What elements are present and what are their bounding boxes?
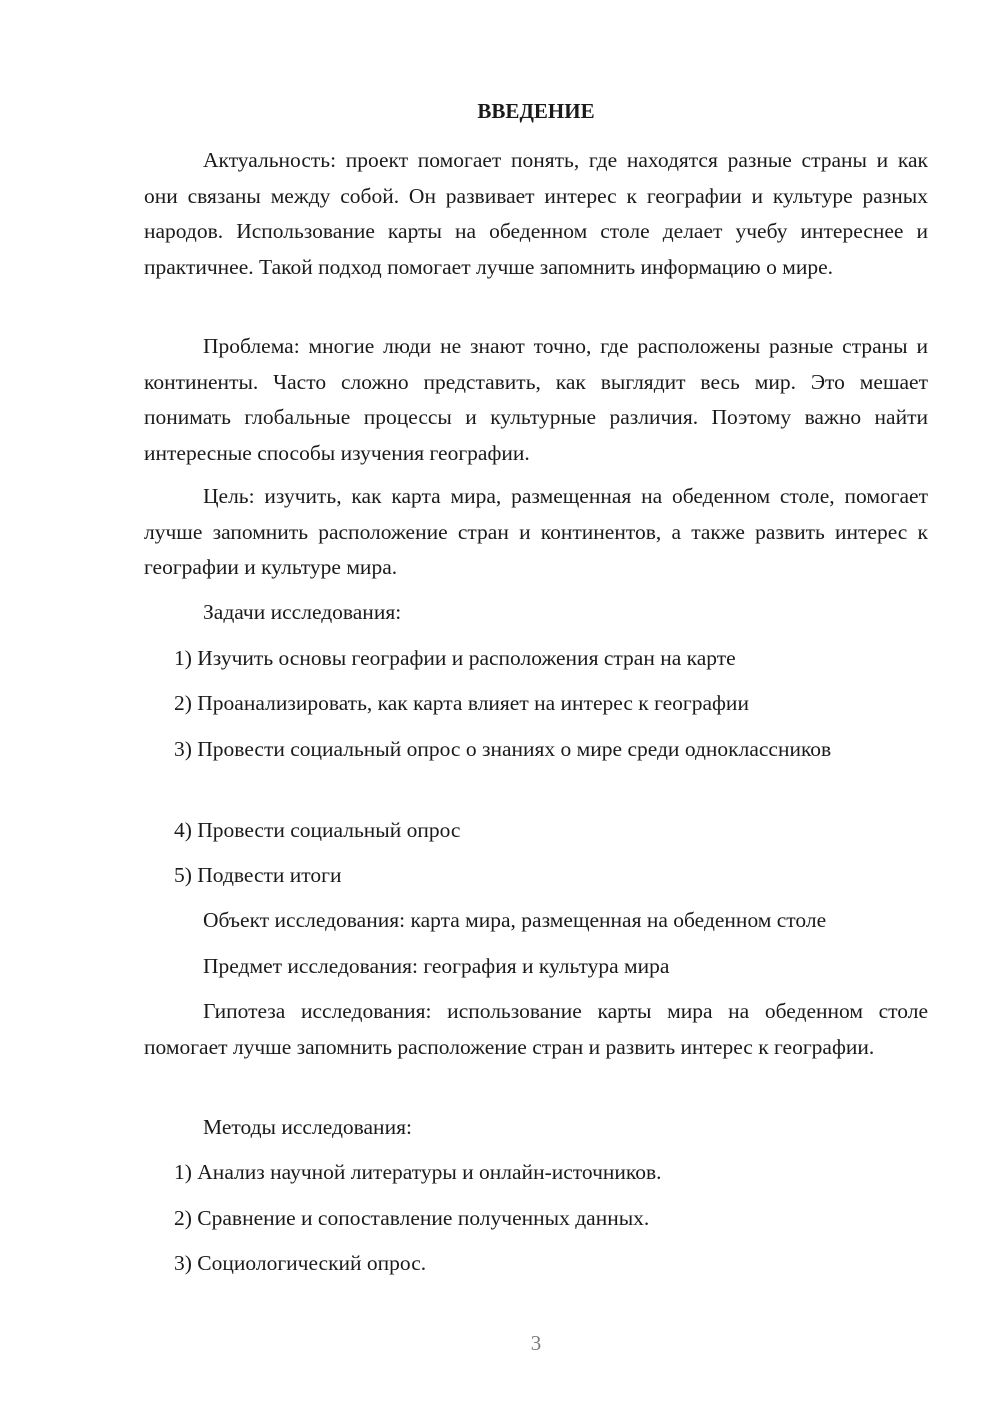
method-item: 1) Анализ научной литературы и онлайн-источников. xyxy=(174,1160,662,1184)
methods-label: Методы исследования: xyxy=(203,1115,412,1139)
problem-paragraph: Проблема: многие люди не знают точно, где расположены разные страны и континенты. Часто сложно представить, как выглядит весь мир. Это мешает понимать глобальные процессы и культурные различия. Поэтому важно найти интересные способы изучения географии. xyxy=(144,334,928,465)
section-title: ВВЕДЕНИЕ xyxy=(477,99,595,123)
tasks-label: Задачи исследования: xyxy=(203,600,402,624)
relevance-paragraph: Актуальность: проект помогает понять, где находятся разные страны и как они связаны между собой. Он развивает интерес к географии и культуре разных народов. Использование карты на обеденном столе делает учебу интереснее и практичнее. Такой подход помогает лучше запомнить информацию о мире. xyxy=(144,148,928,279)
task-item: 4) Провести социальный опрос xyxy=(174,818,461,842)
page-number: 3 xyxy=(530,1331,542,1355)
task-item: 1) Изучить основы географии и расположения стран на карте xyxy=(174,646,736,670)
task-item: 3) Провести социальный опрос о знаниях о мире среди одноклассников xyxy=(174,737,832,761)
hypothesis-paragraph: Гипотеза исследования: использование карты мира на обеденном столе помогает лучше запомнить расположение стран и развить интерес к географии. xyxy=(144,999,928,1059)
subject-paragraph: Предмет исследования: география и культура мира xyxy=(203,954,670,978)
document-page xyxy=(144,0,928,1414)
goal-paragraph: Цель: изучить, как карта мира, размещенная на обеденном столе, помогает лучше запомнить расположение стран и континентов, а также развить интерес к географии и культуре мира. xyxy=(144,484,928,579)
method-item: 3) Социологический опрос. xyxy=(174,1251,427,1275)
task-item: 5) Подвести итоги xyxy=(174,863,342,887)
object-paragraph: Объект исследования: карта мира, размещенная на обеденном столе xyxy=(203,908,827,932)
method-item: 2) Сравнение и сопоставление полученных данных. xyxy=(174,1206,650,1230)
task-item: 2) Проанализировать, как карта влияет на интерес к географии xyxy=(174,691,749,715)
